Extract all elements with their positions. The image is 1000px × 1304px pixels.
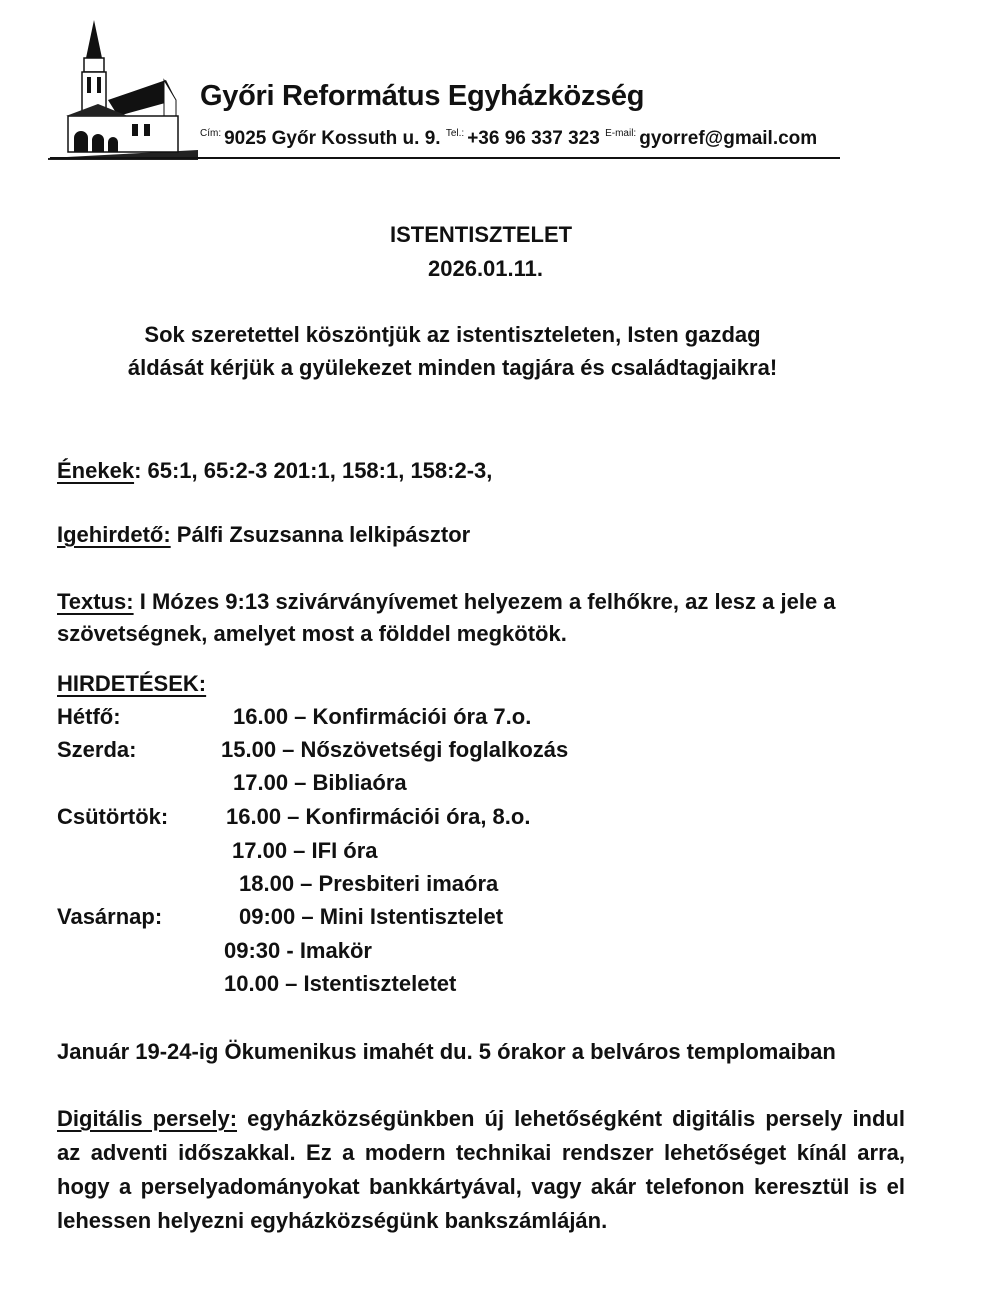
event-item: 10.00 – Istentiszteletet (224, 971, 457, 996)
event-item: 16.00 – Konfirmációi óra 7.o. (233, 704, 532, 729)
text-line-1 (57, 589, 836, 615)
greeting-line-1: Sok szeretettel köszöntjük az istentiszteleten, Isten gazdag (144, 322, 761, 347)
event-item: 15.00 – Nőszövetségi foglalkozás (221, 737, 569, 762)
address: 9025 Győr Kossuth u. 9. (224, 128, 441, 149)
text-label: Textus: (57, 589, 134, 614)
event-item: 16.00 – Konfirmációi óra, 8.o. (226, 804, 531, 829)
greeting-line-2: áldását kérjük a gyülekezet minden tagjára és családtagjaikra! (127, 355, 778, 380)
event-item: 09:00 – Mini Istentisztelet (239, 904, 504, 929)
digital-label: Digitális persely: (57, 1106, 238, 1131)
organization-name: Győri Református Egyházközség (200, 80, 645, 112)
digital-body: egyházközségünkben új lehetőségként digitális persely indul az adventi időszakkal. Ez a modern technikai rendszer lehetőséget kínál arra, hogy a perselyadományokat bankkártyával, vagy akár telefonon keresztül is el lehessen helyezni egyházközségünk bankszámláján. (57, 1106, 905, 1233)
contact-line (200, 128, 817, 150)
songs-line (57, 458, 492, 484)
event-item: 09:30 - Imakör (224, 938, 372, 963)
preacher-label: Igehirdető: (57, 522, 171, 547)
day-monday: Hétfő: (57, 704, 121, 729)
church-logo-icon (48, 20, 198, 160)
songs-value: : 65:1, 65:2-3 201:1, 158:1, 158:2-3, (134, 458, 493, 483)
text-line-2: szövetségnek, amelyet most a földdel megkötök. (57, 621, 567, 646)
phone: +36 96 337 323 (467, 128, 600, 149)
event-item: 17.00 – Bibliaóra (233, 770, 407, 795)
header-rule (50, 157, 840, 159)
day-sunday: Vasárnap: (57, 904, 163, 929)
phone-label: Tel.: (445, 128, 465, 139)
address-label: Cím: (200, 128, 222, 139)
event-item: 17.00 – IFI óra (232, 838, 378, 863)
service-date: 2026.01.11. (428, 256, 544, 281)
day-thursday: Csütörtök: (57, 804, 169, 829)
text-value: I Mózes 9:13 szivárványívemet helyezem a felhőkre, az lesz a jele a (133, 589, 836, 614)
songs-label: Énekek (57, 458, 135, 483)
digital-offering-paragraph (57, 1102, 905, 1238)
email-label: E-mail: (605, 128, 637, 139)
announcements-heading: HIRDETÉSEK: (57, 671, 207, 696)
preacher-line (57, 522, 470, 548)
document-title: ISTENTISZTELET (390, 222, 573, 247)
day-wednesday: Szerda: (57, 737, 137, 762)
event-item: 18.00 – Presbiteri imaóra (239, 871, 499, 896)
preacher-value: Pálfi Zsuzsanna lelkipásztor (170, 522, 471, 547)
ecumenical-notice: Január 19-24-ig Ökumenikus imahét du. 5 órakor a belváros templomaiban (57, 1039, 836, 1064)
email: gyorref@gmail.com (639, 128, 818, 149)
